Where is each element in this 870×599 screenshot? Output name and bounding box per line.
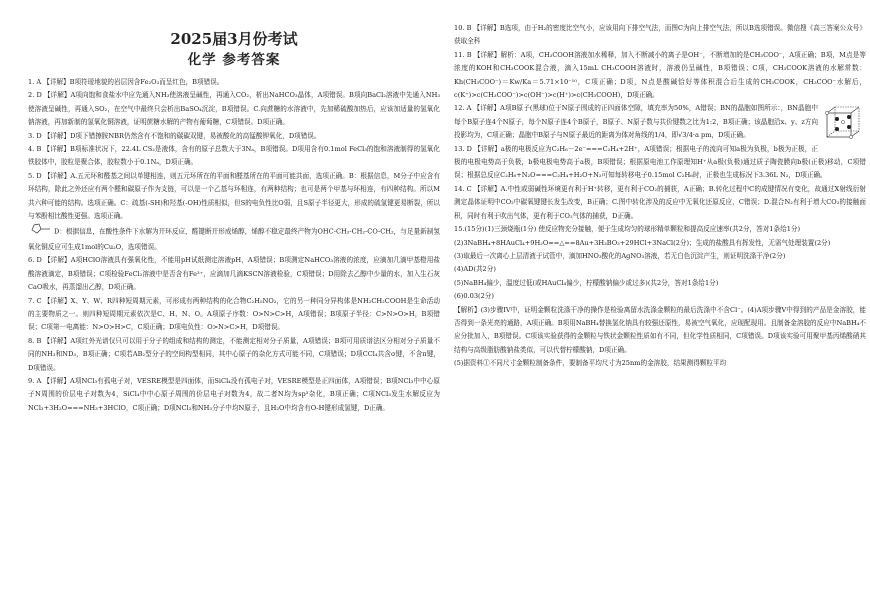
answer-14: 14. C 【详解】A.中性或弱碱性环境更有利于H⁺转移，更有利于CO₂的捕获，A正确；B.转化过程中C的成键情况有变化，故通过X射线衍射测定晶体证明中CO₂中碳氧键键长发生改变，B正确；C.图中转化涉及的反应中无氧化还原反应，C错误；D.混合N₂有利于增大CO₂的接触面积，同时有利于吹出气体，更有利于CO₂气体的捕获，D正确。 (454, 184, 866, 220)
page-subtitle: 化学 参考答案 (187, 52, 281, 68)
answer-15-3: (3)取最后一次离心上层清液于试管中，滴加HNO₃酸化的AgNO₃溶液，若无白色沉淀产生，则证明洗涤干净(2分) (454, 251, 786, 260)
answer-15-4: (4)AD(共2分) (454, 265, 496, 274)
answer-12 (454, 102, 866, 142)
answer-15-5: (5)NaBH₄偏少，温度过低(或HAuCl₄偏少，柠檬酸钠偏少或过多)(共2分，答对1条给1分) (454, 278, 719, 287)
answer-9: 9. A 【详解】A项NCl₃有孤电子对，VESRE模型是四面体，而SiCl₄没有孤电子对，VESRE模型是正四面体，A项错误；B项NCl₃中中心原子N周围的价层电子对数为4，SiCl₄中中心原子周围的价层电子对数为4，故二者N均为sp³杂化，B项正确；C项NCl₃发生水解反应为NCl₃+3H₂O===NH₃+3HClO，C项正确；D项NCl₃和NH₃分子中均N原子，且H₂O中均含有O-H键形成氢键，D正确。 (28, 376, 440, 412)
answer-11: 11. B 【详解】解析：A项，CH₃COOH溶液加水稀释，加入不断减小的离子是OH⁻，不断增加的是CH₃COO⁻，A项正确；B项，M点是等浓度的KOH和CH₃COOK混合液，滴入15mL CH₃COOH溶液时，溶液仍呈碱性，B项错误；C项，CH₃COOK溶液的水解常数：Kh(CH₃COO⁻)＝Kw/Ka＝5.71×10⁻¹⁰，C项正确；D项，N点是酸碱恰好等体积混合后生成的CH₃COOK，CH₃COO⁻水解后，c(K⁺)>c(CH₃COO⁻)>c(OH⁻)>c(H⁺)>c(CH₃COOH)，D项正确。 (454, 50, 866, 100)
furan-ring-figure (30, 223, 52, 240)
right-column (454, 22, 866, 589)
answer-3: 3. D 【详解】D项下错擦胺NBR仍然含有不饱和的碳碳双键，易被酸化的高锰酸钾氧化，D项错误。 (28, 131, 321, 140)
answer-15-1: 15.(15分)(1)三颈烧瓶(1分) 使反应物充分接触，便于生成均匀的球形精单颗粒和提高反应速率(共2分，答对1条给1分) (454, 225, 801, 234)
answer-10: 10. B 【详解】B选项，由于H₂的密度比空气小，应该用向下排空气法，而图C为向上排空气法，所以B选项错误。微信搜《高三答案公众号》获取全科 (454, 24, 866, 46)
answer-15-analysis: 【解析】(3)步骤IV中，证明金颗粒洗涤干净的操作是检验离留水洗涤金颗粒的最后洗涤中不含Cl⁻。(4)A项步骤V中得到的产品是金溶胶，能否得到一条光亮的通路，A项正确。B项用NaBH₄替换氢化钠具有较强还原性，易被空气氧化，应现配现用。且制备金溶胶的反应中NaBH₄不应分批加入，B项错误。C项该实验获得的金颗粒与铁状金颗粒性质如有不同，但化学性质相同，C项错误。D项该实验可用聚甲基丙烯酸硝其结构与高级脂肪酸钠盐类似，可以代替柠檬酸钠，D项正确。 (454, 305, 866, 354)
left-column (28, 22, 440, 589)
answer-13: 13. D 【详解】a极的电极反应为C₂H₆－2e⁻===C₂H₄+2H⁺，A项错误；根据电子的流向可知a极为负极，b极为正极，正极的电极电势高于负极，b极电极电势高于a极，B项错误；根据原电池工作原理知H⁺从a极(负极)通过质子陶瓷膜向b极(正极)移动，C项错误；根据总反应C₂H₆+N₂O===C₂H₄+H₂O+N₂可知每转移电子0.15mol C₂H₆时，正极也生成标况下3.36L N₂，D项正确。 (454, 144, 866, 180)
answer-15-2: (2)3NaBH₄+8HAuCl₄+9H₂O==△==8Au+3H₃BO₃+29HCl+3NaCl(2分)；生成的盐酸具有挥发性，无需气处理装置(2分) (454, 238, 831, 247)
answer-5: 5. D 【详解】A.五元环和醛基之间以单键相连，则五元环所在的平面和醛基所在的平面可能共面，选项正确。B：根据信息，M分子中应含有环结构，除此之外还应有两个醛和碳原子作为支链，可以是一个乙基与环相连，有两种结构；也可是两个甲基与环相连，有四种结构。所以M共六种可能的结构。选项正确。C：疏基(-SH)和羟基(-OH)性质相似，但S的电负性比O弱，且S原子半径更大，形成的硫氢键更易断裂，所以与苯酚相比酸性更强。选项正确。 (28, 171, 440, 221)
answer-15-analysis-5: (5)据资料①不同尺寸金颗粒制备条件，要制备平均尺寸为25nm的金溶胶，结果测得颗粒平均 (454, 359, 727, 368)
answer-5-d-text: D：根据信息，在酸性条件下水解为开环反应，醛键断开形成烯醇，烯醇不稳定最终产物为OHC-CH₂-CH₂-CO-CH₂，与足量新制氢氧化铜反应可生成1mol的Cu₂O，选项错误。 (28, 228, 440, 251)
answer-5-d (28, 223, 440, 254)
answer-12-text: 12. A 【详解】A项B原子(黑球)位于N原子围成的正四面体空隙，填充率为50%，A错误；BN的晶胞如图所示：，BN晶胞中每个B原子连4个N原子，每个N原子连4个B原子，B原子、N原子数与共价键数之比为1:2，B项正确；该晶胞沿x、y、z方向投影均为，C项正确；晶胞中B原子与N原子最近的距离为体对角线的1/4，即√3/4·a pm，D项正确。 (454, 104, 818, 140)
answer-8: 8. B 【详解】A项红外光谱仅只可以用于分子的组成和结构的测定，不能测定相对分子质量，A项错误；B项可用质谱法区分相对分子质量不同的NH₃和ND₃，B项正确；C项若AB₂型分子的空间构型相同，其中心原子的杂化方式可能不同，C项错误；D项CCl₄共含σ键，不含π键，D项错误。 (28, 336, 440, 372)
answer-15-6: (6)0.03(2分) (454, 292, 494, 301)
answer-2: 2. D 【详解】A项向饱和食盐水中应先通入NH₃使溶液呈碱性，再通入CO₂，析出NaHCO₃晶体，A项错误。B项向BaCl₂溶液中先通入NH₃使溶液呈碱性，再通入SO₂，在空气中最终只会析出BaSO₄沉淀，B项错误。C.向蔗糖的水溶液中，先加稀硫酸加热后，应该加适量的氢氧化钠溶液，再加新制的氢氧化铜溶液，证明蔗糖水解的产物有葡萄糖，C项错误。D项正确。 (28, 91, 440, 127)
answer-6: 6. D 【详解】A项HClO溶液具有强氧化性，不能用pH试纸测定溶液pH，A项错误；B项测定NaHCO₃溶液的浓度，应滴加几滴甲基橙用盐酸溶液滴定，B项错误；C项检验FeCl₂溶液中是否含有Fe³⁺，应滴加几滴KSCN溶液检验，C项错误；D用除去乙醇中少量的水，加入生石灰CaO吸水，再蒸馏出乙醇，D项正确。 (28, 256, 440, 292)
answer-4: 4. B 【详解】B项标准状况下，22.4L CS₂是液体，含有的原子总数大于3Nₐ，B项错误。D项用含有0.1mol FeCl₃的饱和溶液制得的氢氧化铁胶体中，胶粒是聚合体，胶粒数小于0.1Nₐ，D项正确。 (28, 145, 440, 167)
bn-unit-cell-figure (824, 104, 862, 147)
page-title: 2025届3月份考试 (170, 30, 298, 48)
answer-7: 7. C 【详解】X、Y、W、R四种短周期元素，可形成有两种结构的化合物C₂H₅NO₂，它的另一种同分异构体是NH₂CH₂COOH是生命活动的主要物质之一。则四种短周期元素依次是C、H、N、O。A项原子序数：O>N>C>H，A项错误；B项原子半径：C>N>O>H，B项错误；C项第一电离能：N>O>H>C，C项正确；D项电负性：O>N>C>H，D项错误。 (28, 296, 440, 332)
answer-1: 1. A 【详解】B项符瑷地貌的岩层因含Fe₂O₃而呈红色，B项错误。 (28, 78, 224, 86)
